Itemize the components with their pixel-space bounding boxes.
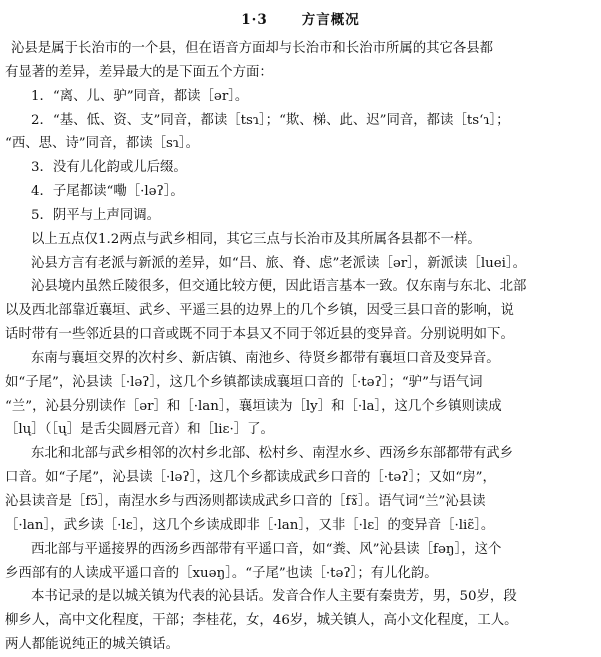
text-line: 如“子尾”，沁县读［·ləʔ］，这几个乡镇都读成襄垣口音的［·təʔ］；“驴”与语气词 — [5, 374, 483, 390]
text-line: 话时带有一些邻近县的口音或既不同于本县又不同于邻近县的变异音。分别说明如下。 — [5, 327, 514, 343]
text-line: 2．“基、低、资、支”同音，都读［tsɿ］；“欺、梯、此、迟”同音，都读［tsʻɿ］； — [31, 112, 510, 128]
text-line: “兰”，沁县分别读作［ər］和［·lan］，襄垣读为［ly］和［·la］，这几个乡镇则读成 — [5, 398, 502, 414]
text-line: “西、思、诗”同音，都读［sɿ］。 — [5, 136, 200, 152]
text-line: 东北和北部与武乡相邻的次村乡北部、松村乡、南涅水乡、西汤乡东部都带有武乡 — [31, 446, 514, 462]
text-line: 沁县读音是［fɔ̃］，南涅水乡与西汤则都读成武乡口音的［fɤ̃］。语气词“兰”沁县读 — [5, 494, 486, 509]
text-line: 沁县是属于长治市的一个县，但在语音方面却与长治市和长治市所属的其它各县都 — [11, 41, 494, 56]
section-heading — [0, 8, 601, 28]
text-line: ［lų］（［ų］是舌尖圆唇元音）和［liɛ·］了。 — [5, 422, 274, 438]
text-line: 口音。如“子尾”，沁县读［·ləʔ］，这几个乡都读成武乡口音的［·təʔ］；又如“房”， — [5, 470, 496, 486]
text-line: 两人都能说纯正的城关镇话。 — [5, 637, 180, 652]
text-line: 以上五点仅1.2两点与武乡相同，其它三点与长治市及其所属各县都不一样。 — [31, 231, 481, 247]
text-line: 沁县境内虽然丘陵很多，但交通比较方便，因此语言基本一致。仅东南与东北、北部 — [31, 279, 527, 295]
section-title: 方言概况 — [301, 12, 360, 28]
text-line: 以及西北部靠近襄垣、武乡、平遥三县的边界上的几个乡镇，因受三县口音的影响，说 — [5, 303, 514, 319]
text-line: 柳乡人，高中文化程度，干部；李桂花，女，46岁，城关镇人，高小文化程度，工人。 — [5, 613, 518, 629]
text-line: 乡西部有的人读成平遥口音的［xuəŋ］。“子尾”也读［·təʔ］；有儿化韵。 — [5, 565, 438, 581]
text-line: 西北部与平遥接界的西汤乡西部带有平遥口音，如“粪、风”沁县读［fəŋ］，这个 — [31, 541, 502, 557]
section-number: 1·3 — [241, 12, 268, 28]
text-line: 4．子尾都读“嘞［·ləʔ］。 — [31, 184, 184, 199]
text-line: ［·lan］，武乡读［·lɛ］，这几个乡读成即非［·lan］，又非［·lɛ］的变异音［·liɛ̃］。 — [5, 517, 495, 533]
text-line: 3．没有儿化韵或儿后缀。 — [31, 160, 187, 176]
text-line: 5．阴平与上声同调。 — [31, 207, 161, 223]
text-line: 有显著的差异，差异最大的是下面五个方面： — [5, 64, 273, 80]
text-line: 东南与襄垣交界的次村乡、新店镇、南池乡、待贤乡都带有襄垣口音及变异音。 — [31, 350, 500, 366]
text-line: 沁县方言有老派与新派的差异，如“吕、旅、脊、虑”老派读［ər］，新派读［luei］。 — [31, 255, 527, 271]
text-line: 1．“离、儿、驴”同音，都读［ər］。 — [31, 88, 249, 104]
text-line: 本书记录的是以城关镇为代表的沁县话。发音合作人主要有秦贵芳，男，50岁，段 — [31, 589, 517, 605]
